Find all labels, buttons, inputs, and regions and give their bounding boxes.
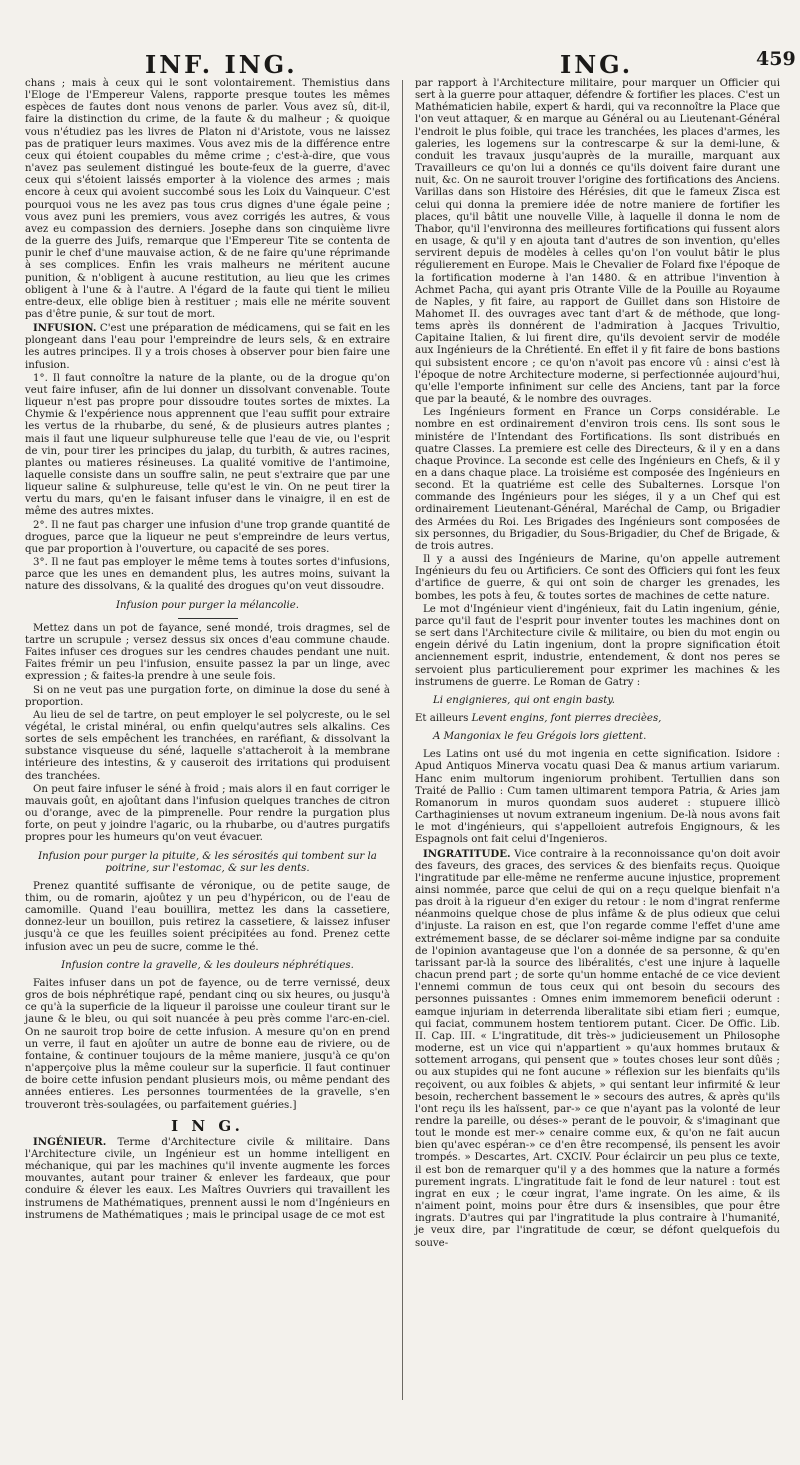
column-divider bbox=[402, 80, 403, 1400]
paragraph: Si on ne veut pas une purgation forte, on diminue la dose du sené à proportion. bbox=[25, 684, 390, 708]
entry-ingratitude bbox=[415, 848, 780, 1250]
paragraph: Mettez dans un pot de fayance, sené mondé, trois dragmes, sel de tartre un scrupule ; versez dessus six onces d'eau commune chaude. Faites infuser ces drogues sur les cendres chaudes pendant une nuit. Faites frémir un peu l'infusion, ensuite passez la par un linge, avec expression ; & faites-la prendre à une seule fois. bbox=[25, 622, 390, 683]
verse-intro: Et ailleurs bbox=[415, 712, 469, 724]
rule-1: 1°. Il faut connoître la nature de la plante, ou de la drogue qu'on veut faire infuser, afin de lui donner un dissolvant convenable. Toute liqueur n'est pas propre pour dissoudre toutes sortes de mixtes. La Chymie & l'expérience nous apprennent que l'eau suffit pour extraire les vertus de la rhubarbe, du sené, & de plusieurs autres plantes ; mais il faut une liqueur sulphureuse telle que l'eau de vie, ou l'esprit de vin, pour tirer les principes du jalap, du turbith, & autres racines, plantes ou matieres résineuses. La qualité vomitive de l'antimoine, laquelle consiste dans un souffre salin, ne peut s'extraire que par une liqueur saline & sulphureuse, telle qu'est le vin. On ne peut tirer la vertu du mars, qu'en le faisant infuser dans le vinaigre, il en est de même des autres mixtes. bbox=[25, 372, 390, 518]
header-left: INF. ING. bbox=[145, 50, 298, 79]
divider bbox=[178, 618, 238, 619]
entry-term: INFUSION. bbox=[33, 322, 97, 335]
entry-text: Vice contraire à la reconnoissance qu'on doit avoir des faveurs, des graces, des services & des bienfaits reçus. Quoique l'ingratitude par elle-même ne renferme aucune injustice, proprement ainsi nommée, parce que celui de qui on a reçu quelque bienfait n'a pas droit à la rigueur d'en exiger du retour : le nom d'ingrat renferme néanmoins quelque chose de plus infâme & de plus odieux que celui d'injuste. La raison en est, que l'on regarde comme l'effet d'une ame extrémement basse, de se déclarer soi-même indigne par sa conduite de l'opinion avantageuse que l'on a donnée de sa personne, & qu'en tarissant par-là la source des libéralités, c'est une injure à laquelle chacun prend part ; de sorte qu'un homme entaché de ce vice devient l'ennemi commun de tous ceux qui ont besoin du secours des personnes puissantes : Omnes enim immemorem beneficii oderunt : eamque injuriam in deterrenda liberalitate sibi etiam fieri ; eumque, qui faciat, communem hostem tentiorem putant. Cicer. De Offic. Lib. II. Cap. III. « L'ingratitude, dit très-» judicieusement un Philosophe moderne, est un vice qui n'appartient » qu'aux hommes brutaux & sottement arrogans, qui pensent que » toutes choses leur sont dûës ; ou aux stupides qui ne font aucune » réflexion sur les bienfaits qu'ils reçoivent, ou aux foibles & abjets, » qui sentant leur infirmité & leur besoin, recherchent bassement le » secours des autres, & après qu'ils l'ont reçu ils les haïssent, par-» ce que n'ayant pas la volonté de leur rendre la pareille, ou déses-» perant de le pouvoir, & s'imaginant que tout le monde est mer-» cenaire comme eux, & qu'on ne fait aucun bien qu'avec espéran-» ce d'en être recompensé, ils pensent les avoir trompés. » Descartes, Art. CXCIV. Pour éclaircir un peu plus ce texte, il est bon de remarquer qu'il y a des hommes que la nature a formés purement ingrats. L'ingratitude fait le fond de leur naturel : tout est ingrat en eux ; le cœur ingrat, l'ame ingrate. On les aime, & ils n'aiment point, moins pour être durs & insensibles, que pour être ingrats. D'autres qui par l'ingratitude la plus contraire à l'humanité, je veux dire, par l'ingratitude de cœur, se défont quelquefois du souve- bbox=[415, 848, 781, 1249]
paragraph: chans ; mais à ceux qui le sont volontairement. Themistius dans l'Eloge de l'Empereur Valens, rapporte presque toutes les mêmes espèces de fautes dont nous venons de parler. Vous avez sû, dit-il, faire la distinction du crime, de la faute & du malheur ; & quoique vous n'étudiez pas les livres de Platon ni d'Aristote, vous ne laissez pas de pratiquer leurs maximes. Vous avez mis de la différence entre ceux qui étoient coupables du même crime ; c'est-à-dire, que vous n'avez pas seulement distingué les boute-feux de la guerre, d'avec ceux qui s'étoient laissés emporter à la violence des armes ; mais encore à ceux qui avoient succombé sous les Loix du Vainqueur. C'est pourquoi vous ne les avez pas tous crus dignes d'une égale peine ; vous avez puni les premiers, vous avez corrigés les autres, & vous avez eu compassion des derniers. Josephe dans son cinquième livre de la guerre des Juifs, remarque que l'Empereur Tite se contenta de punir le chef d'une mauvaise action, & de ne faire qu'une réprimande à ses complices. Enfin les vrais malheurs ne méritent aucune punition, & n'obligent à aucune restitution, au lieu que les crimes obligent à l'une & à l'autre. A l'égard de la faute qui tient le milieu entre-deux, elle oblige bien à restituer ; mais elle ne mérite souvent pas d'être punie, & sur tout de mort. bbox=[25, 78, 390, 320]
entry-text: Terme d'Architecture civile & militaire. Dans l'Architecture civile, un Ingénieur est un homme intelligent en méchanique, qui par les machines qu'il invente augmente les forces mouvantes, autant pour trainer & enlever les fardeaux, que pour conduire & élever les eaux. Les Maîtres Ouvriers qui travaillent les instrumens de Mathématiques, prennent aussi le nom d'Ingénieurs en instrumens de Mathématiques ; mais le principal usage de ce mot est bbox=[25, 1136, 390, 1221]
paragraph: Au lieu de sel de tartre, on peut employer le sel polycreste, ou le sel végétal, le cristal minéral, ou enfin quelqu'autres sels alkalins. Ces sortes de sels empêchent les tranchées, en raréfiant, & dissolvant la substance visqueuse du séné, laquelle s'attacheroit à la membrane intérieure des intestins, & y causeroit des irritations qui produisent des tranchées. bbox=[25, 709, 390, 782]
section-heading: I N G. bbox=[171, 1116, 244, 1135]
verse-quote: Levent engins, font pierres drecièes, bbox=[471, 712, 662, 724]
header-right: ING. bbox=[560, 50, 634, 79]
paragraph: Il y a aussi des Ingénieurs de Marine, qu'on appelle autrement Ingénieurs du feu ou Artificiers. Ce sont des Officiers qui font les feux d'artifice de guerre, & qui ont soin de charger les grenades, les bombes, les pots à feu, & toutes sortes de machines de cette nature. bbox=[415, 554, 780, 602]
paragraph: par rapport à l'Architecture militaire, pour marquer un Officier qui sert à la guerre pour attaquer, défendre & fortifier les places. C'est un Mathématicien habile, expert & hardi, qui va reconnoître la Place que l'on veut attaquer, & en marque au Général ou au Lieutenant-Général l'endroit le plus foible, qui trace les tranchées, les places d'armes, les galeries, les logemens sur la contrescarpe & sur la demi-lune, & conduit les travaux jusqu'auprès de la muraille, marquant aux Travailleurs ce qu'on lui a donnés ce qu'ils doivent faire durant une nuit, &c. On ne sauroit trouver l'origine des fortifications des Anciens. Varillas dans son Histoire des Hérésies, dit que le fameux Zisca est celui qui donna la premiere idée de notre maniere de fortifier les places, qu'il bâtit une nouvelle Ville, à laquelle il donna le nom de Thabor, qu'il l'environna des meilleures fortifications qui fussent alors en usage, & qu'il y en ajouta tant d'autres de son invention, qu'elles servirent depuis de modèles à celles qu'on l'on voulut bâtir le plus régulierement en Europe. Mais le Chevalier de Folard fixe l'époque de la fortification moderne à l'an 1480. & en attribue l'invention à Achmet Pacha, qui ayant pris Otrante Ville de la Pouille au Royaume de Naples, y fit faire, au rapport de Guillet dans son Histoire de Mahomet II. des ouvrages avec tant d'art & de méthode, que long-tems après ils donnérent de l'admiration à Jacques Trivultio, Capitaine Italien, & lui firent dire, qu'ils devoient servir de modéle aux Ingénieurs de la Chrétienté. En effet il y fit faire de bons bastions qui subsistent encore ; ce qu'on n'avoit pas encore vû : ainsi c'est là l'époque de notre Architecture moderne, si perfectionnée aujourd'hui, qu'elle l'emporte infiniment sur celle des Anciens, tant par la force que par la beauté, & le nombre des ouvrages. bbox=[415, 78, 780, 406]
paragraph: Les Latins ont usé du mot ingenia en cette signification. Isidore : Apud Antiquos Minerva vocatu quasi Dea & manus artium variarum. Hanc enim multorum ingeniorum prohibent. Tertullien dans son Traité de Pallio : Cum tamen ultimarent tempora Patria, & Aries jam Romanorum in muros quondam suos auderet : stupuere illicò Carthaginienses ut novum extraneum ingenium. De-là nous avons fait le mot d'ingénieurs, qui s'appelloient autrefois Engignours, & les Espagnols ont fait celui d'Ingenieros. bbox=[415, 749, 780, 846]
left-column bbox=[25, 78, 390, 1223]
paragraph: Le mot d'Ingénieur vient d'ingénieux, fait du Latin ingenium, génie, parce qu'il faut de l'esprit pour inventer toutes les machines dont on se sert dans l'Architecture civile & militaire, ou bien du mot engin ou engein dérivé du Latin ingenium, dont la propre signification étoit anciennement esprit, industrie, entendement, & dont nos peres se servoient plus particulierement pour exprimer les machines & les instrumens de guerre. Le Roman de Gatry : bbox=[415, 603, 780, 688]
right-column bbox=[415, 78, 780, 1251]
entry-term: INGÉNIEUR. bbox=[33, 1135, 107, 1148]
entry-term: INGRATITUDE. bbox=[423, 847, 511, 860]
verse-line bbox=[415, 713, 780, 725]
recipe-heading: Infusion contre la gravelle, & les douleurs néphrétiques. bbox=[61, 959, 354, 971]
paragraph: On peut faire infuser le séné à froid ; mais alors il en faut corriger le mauvais goût, en ajoûtant dans l'infusion quelques tranches de citron ou d'orange, avec de la pimprenelle. Pour rendre la purgation plus forte, on peut y joindre l'agaric, ou la rhubarbe, ou d'autres purgatifs propres pour les humeurs qu'on veut évacuer. bbox=[25, 783, 390, 844]
verse-quote: A Mangoniax le feu Grégois lors giettent. bbox=[433, 731, 647, 743]
paragraph: Les Ingénieurs forment en France un Corps considérable. Le nombre en est ordinairement d'environ trois cens. Ils sont sous le ministére de l'Intendant des Fortifications. Ils sont distribués en quatre Classes. La premiere est celle des Directeurs, & il y en a dans chaque Province. La seconde est celle des Ingénieurs en Chefs, & il y en a dans chaque place. La troisiéme est composée des Ingénieurs en second. Et la quatriéme est celle des Subalternes. Lorsque l'on commande des Ingénieurs pour les siéges, il y a un Chef qui est ordinairement Lieutenant-Général, Maréchal de Camp, ou Brigadier des Armées du Roi. Les Brigades des Ingénieurs sont composées de six personnes, du Brigadier, du Sous-Brigadier, du Chef de Brigade, & de trois autres. bbox=[415, 407, 780, 552]
rule-2: 2°. Il ne faut pas charger une infusion d'une trop grande quantité de drogues, parce que la liqueur ne peut s'empreindre de leurs vertus, que par proportion à l'ouverture, ou capacité de ses pores. bbox=[25, 519, 390, 555]
recipe-heading: Infusion pour purger la mélancolie. bbox=[115, 599, 300, 611]
page-number: 459 bbox=[756, 48, 796, 70]
entry-ingenieur bbox=[25, 1136, 390, 1222]
verse-quote: Li engignieres, qui ont engin basty. bbox=[433, 694, 615, 706]
paragraph: Prenez quantité suffisante de véronique, ou de petite sauge, de thim, ou de romarin, ajoûtez y un peu d'hypéricon, ou de l'eau de camomille. Quand l'eau bouillira, mettez les dans la cassetiere, donnez-leur un bouillon, puis retirez la cassetiere, & laissez infuser jusqu'à ce que les feuilles soient précipitées au fond. Prenez cette infusion avec un peu de sucre, comme le thé. bbox=[25, 880, 390, 953]
paragraph: Faites infuser dans un pot de fayence, ou de terre vernissé, deux gros de bois néphrétique rapé, pendant cinq ou six heures, ou jusqu'à ce qu'à la superficie de la liqueur il paroisse une couleur tirant sur le jaune & le bleu, ou qui soit nuancée à peu près comme l'arc-en-ciel. On ne sauroit trop boire de cette infusion. A mesure qu'on en prend un verre, il faut en ajoûter un autre de bonne eau de riviere, ou de fontaine, & continuer toujours de la même maniere, jusqu'à ce qu'on n'apperçoive plus la même couleur sur la superficie. Il faut continuer de boire cette infusion pendant plusieurs mois, ou même pendant des années entieres. Les personnes tourmentées de la gravelle, s'en trouveront très-soulagées, ou parfaitement guéries.] bbox=[25, 977, 390, 1111]
recipe-heading: Infusion pour purger la pituite, & les sérosités qui tombent sur la poitrine, sur l'estomac, & sur les dents. bbox=[38, 850, 377, 874]
entry-text: C'est une préparation de médicamens, qui se fait en les plongeant dans l'eau pour l'empreindre de leurs sels, & en extraire les autres principes. Il y a trois choses à observer pour bien faire une infusion. bbox=[25, 323, 390, 371]
entry-infusion bbox=[25, 322, 390, 372]
rule-3: 3°. Il ne faut pas employer le même tems à toutes sortes d'infusions, parce que les unes en demandent plus, les autres moins, suivant la nature des dissolvans, & la qualité des drogues qu'on veut dissoudre. bbox=[25, 557, 390, 593]
